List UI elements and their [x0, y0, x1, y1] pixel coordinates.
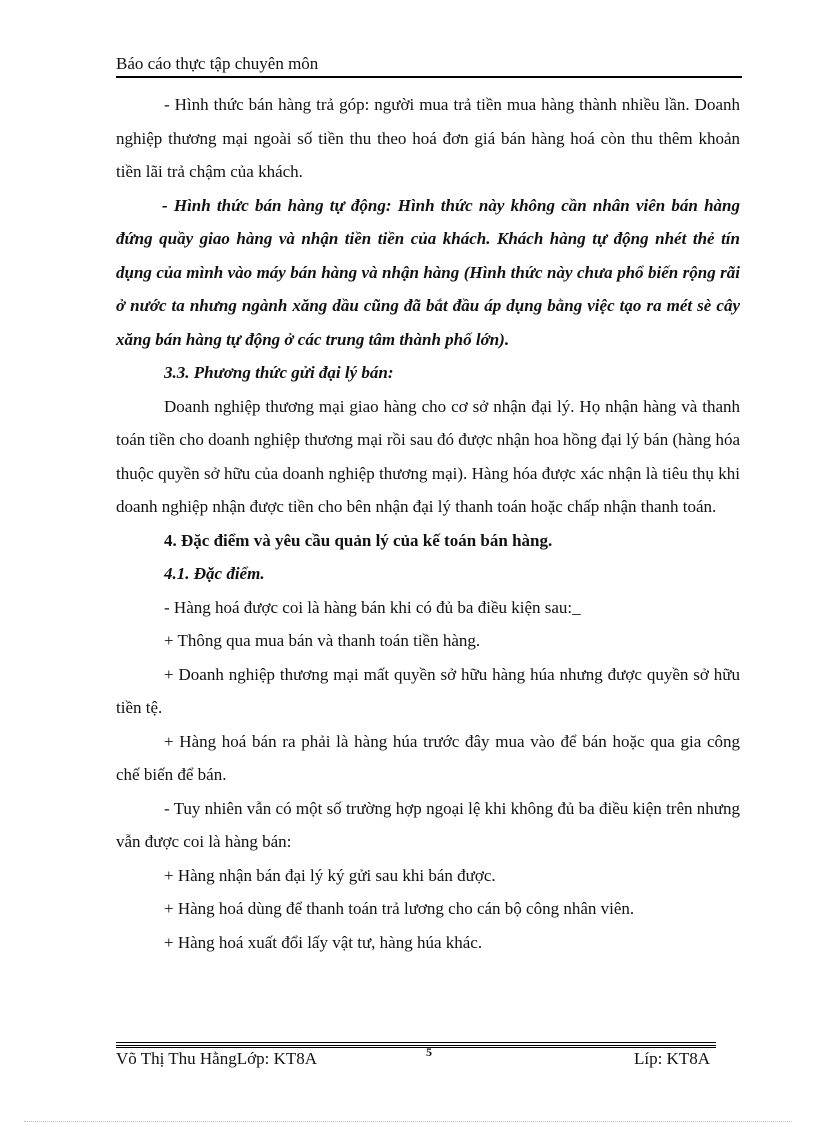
page-number: 5: [426, 1045, 432, 1059]
section-heading-4: 4. Đặc điểm và yêu cầu quản lý của kế toán bán hàng.: [164, 530, 553, 550]
footer-double-rule: [116, 1045, 716, 1048]
paragraph-automatic-sales: - Hình thức bán hàng tự động: Hình thức này không cần nhân viên bán hàng đứng quầy giao hàng và nhận tiền tiền của khách. Khách hàng tự động nhét thẻ tín dụng của mình vào máy bán hàng và nhận hàng (Hình thức này chưa phổ biến rộng rãi ở nước ta nhưng ngành xăng dầu cũng đã bắt đầu áp dụng bằng việc tạo ra mét sè cây xăng bán hàng tự động ở các trung tâm thành phố lớn).: [116, 195, 740, 349]
page-footer: [116, 1045, 716, 1071]
list-item-exception-2: + Hàng hoá dùng để thanh toán trả lương cho cán bộ công nhân viên.: [164, 899, 635, 918]
section-heading-4-1: 4.1. Đặc điểm.: [164, 564, 265, 583]
page-bottom-edge: [24, 1121, 792, 1122]
header-rule: [116, 76, 742, 78]
list-item-exception-1: + Hàng nhận bán đại lý ký gửi sau khi bán được.: [164, 865, 496, 885]
paragraph-sale-conditions: - Hàng hoá được coi là hàng bán khi có đủ ba điều kiện sau:_: [164, 597, 581, 617]
document-body: [116, 88, 740, 959]
page-header: Báo cáo thực tập chuyên môn: [116, 54, 319, 73]
paragraph-agency-sales: Doanh nghiệp thương mại giao hàng cho cơ sở nhận đại lý. Họ nhận hàng và thanh toán tiền cho doanh nghiệp thương mại rồi sau đó được nhận hoa hồng đại lý bán (hàng hóa thuộc quyền sở hữu của doanh nghiệp thương mại). Hàng hóa được xác nhận là tiêu thụ khi doanh nghiệp nhận được tiền cho bên nhận đại lý thanh toán hoặc chấp nhận thanh toán.: [116, 396, 740, 516]
list-item-condition-3: + Hàng hoá bán ra phải là hàng húa trước đây mua vào để bán hoặc qua gia công chế biến để bán.: [116, 731, 740, 784]
list-item-condition-2: + Doanh nghiệp thương mại mất quyền sở hữu hàng húa nhưng được quyền sở hữu tiền tệ.: [116, 664, 740, 717]
paragraph-exceptions: - Tuy nhiên vẫn có một số trường hợp ngoại lệ khi không đủ ba điều kiện trên nhưng vẫn được coi là hàng bán:: [116, 798, 740, 851]
footer-author: Võ Thị Thu HằngLớp: KT8A: [116, 1049, 318, 1068]
footer-rule: [116, 1042, 716, 1043]
paragraph-installment-sales: - Hình thức bán hàng trả góp: người mua trả tiền mua hàng thành nhiều lần. Doanh nghiệp thương mại ngoài số tiền thu theo hoá đơn giá bán hàng hoá còn thu thêm khoản tiền lãi trả chậm của khách.: [116, 95, 740, 181]
list-item-exception-3: + Hàng hoá xuất đổi lấy vật tư, hàng húa khác.: [164, 932, 483, 952]
footer-class: Líp: KT8A: [633, 1049, 710, 1068]
list-item-condition-1: + Thông qua mua bán và thanh toán tiền hàng.: [164, 631, 481, 650]
section-heading-3-3: 3.3. Phương thức gửi đại lý bán:: [164, 363, 394, 382]
